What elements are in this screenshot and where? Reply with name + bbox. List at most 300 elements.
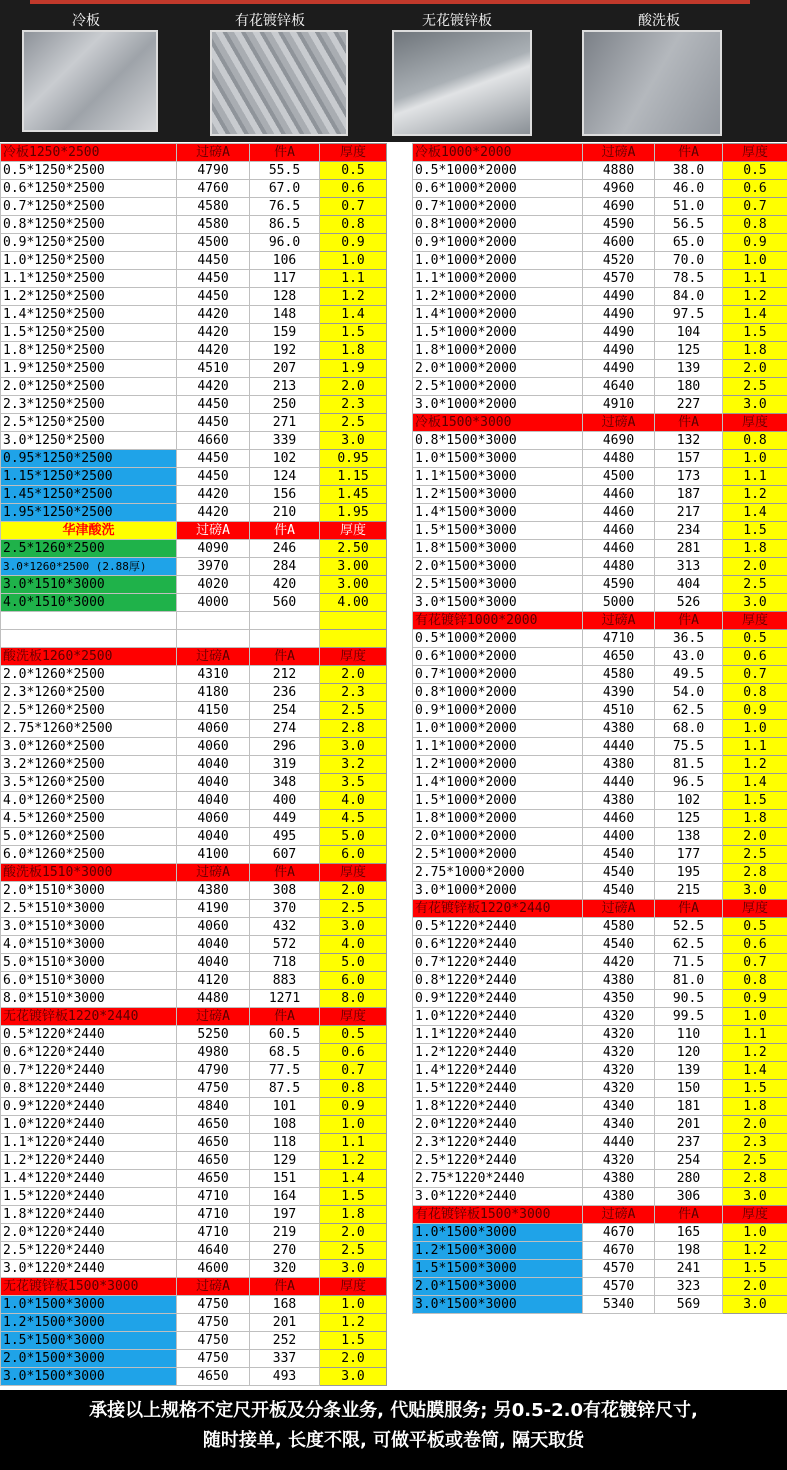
- table-row: [1, 882, 387, 900]
- thickness-cell: 1.4: [723, 774, 787, 792]
- weight-cell: 4320: [583, 1080, 655, 1098]
- piece-cell: 168: [250, 1296, 320, 1314]
- weight-cell: 4580: [177, 198, 250, 216]
- thickness-cell: 1.2: [723, 1242, 787, 1260]
- weight-cell: 4540: [583, 936, 655, 954]
- thickness-cell: 2.0: [320, 666, 387, 684]
- thickness-cell: 1.1: [723, 1026, 787, 1044]
- table-row: [1, 1314, 387, 1332]
- weight-cell: 4350: [583, 990, 655, 1008]
- weight-cell: 4590: [583, 216, 655, 234]
- table-row: [413, 630, 787, 648]
- spec-cell: 1.5*1500*3000: [1, 1332, 177, 1350]
- spec-cell: 0.6*1220*2440: [1, 1044, 177, 1062]
- thickness-cell: 1.2: [320, 288, 387, 306]
- weight-cell: 4520: [583, 252, 655, 270]
- weight-cell: 4600: [583, 234, 655, 252]
- thickness-cell: 0.6: [723, 180, 787, 198]
- weight-cell: 4540: [583, 864, 655, 882]
- piece-cell: 件A: [250, 1278, 320, 1296]
- piece-cell: 90.5: [655, 990, 723, 1008]
- spec-cell: 3.5*1260*2500: [1, 774, 177, 792]
- spec-cell: 1.0*1000*2000: [413, 720, 583, 738]
- piece-cell: 60.5: [250, 1026, 320, 1044]
- spec-cell: 1.95*1250*2500: [1, 504, 177, 522]
- weight-cell: 4460: [583, 486, 655, 504]
- piece-cell: 129: [250, 1152, 320, 1170]
- spec-cell: 1.8*1250*2500: [1, 342, 177, 360]
- piece-cell: 52.5: [655, 918, 723, 936]
- spec-cell: 6.0*1510*3000: [1, 972, 177, 990]
- spec-cell: 1.0*1250*2500: [1, 252, 177, 270]
- thickness-cell: 1.4: [723, 306, 787, 324]
- weight-cell: 4710: [177, 1224, 250, 1242]
- table-row: [413, 288, 787, 306]
- spec-cell: 2.0*1500*3000: [1, 1350, 177, 1368]
- thickness-cell: 2.0: [723, 360, 787, 378]
- weight-cell: 4750: [177, 1332, 250, 1350]
- table-row: [413, 702, 787, 720]
- table-row: [413, 918, 787, 936]
- spec-cell: 1.2*1250*2500: [1, 288, 177, 306]
- spec-cell: 1.2*1000*2000: [413, 288, 583, 306]
- thickness-cell: 1.8: [723, 540, 787, 558]
- spec-cell: 2.5*1260*2500: [1, 702, 177, 720]
- table-row: [1, 1242, 387, 1260]
- table-row: [413, 1134, 787, 1152]
- table-row: [413, 1224, 787, 1242]
- table-row: [413, 1098, 787, 1116]
- thickness-cell: 厚度: [723, 414, 787, 432]
- table-row: [1, 540, 387, 558]
- weight-cell: 4340: [583, 1098, 655, 1116]
- table-row: [1, 594, 387, 612]
- thickness-cell: 0.7: [320, 198, 387, 216]
- piece-cell: 87.5: [250, 1080, 320, 1098]
- spec-cell: 冷板1500*3000: [413, 414, 583, 432]
- thickness-cell: 1.2: [320, 1314, 387, 1332]
- table-row: [413, 216, 787, 234]
- spec-cell: 冷板1250*2500: [1, 144, 177, 162]
- weight-cell: 4420: [583, 954, 655, 972]
- thickness-cell: 1.5: [320, 324, 387, 342]
- spec-cell: 1.1*1000*2000: [413, 270, 583, 288]
- piece-cell: 96.5: [655, 774, 723, 792]
- spec-cell: 5.0*1260*2500: [1, 828, 177, 846]
- spec-cell: 0.9*1220*2440: [1, 1098, 177, 1116]
- table-row: [1, 252, 387, 270]
- spec-cell: 0.7*1000*2000: [413, 666, 583, 684]
- piece-cell: 125: [655, 810, 723, 828]
- spec-cell: 0.6*1220*2440: [413, 936, 583, 954]
- weight-cell: 4480: [583, 450, 655, 468]
- piece-cell: 234: [655, 522, 723, 540]
- piece-cell: 246: [250, 540, 320, 558]
- piece-cell: 件A: [250, 648, 320, 666]
- spec-cell: 0.9*1000*2000: [413, 234, 583, 252]
- spec-cell: 2.5*1000*2000: [413, 378, 583, 396]
- spec-cell: 1.0*1220*2440: [413, 1008, 583, 1026]
- thickness-cell: 3.0: [723, 594, 787, 612]
- weight-cell: 4320: [583, 1062, 655, 1080]
- table-row: [413, 936, 787, 954]
- weight-cell: 4450: [177, 288, 250, 306]
- weight-cell: 4320: [583, 1008, 655, 1026]
- piece-cell: 148: [250, 306, 320, 324]
- piece-cell: 56.5: [655, 216, 723, 234]
- photo-caption: 无花镀锌板: [422, 13, 492, 29]
- weight-cell: 4460: [583, 504, 655, 522]
- thickness-cell: 1.45: [320, 486, 387, 504]
- thickness-cell: 1.8: [320, 1206, 387, 1224]
- table-row: [413, 1278, 787, 1296]
- table-row: [413, 648, 787, 666]
- thickness-cell: 4.5: [320, 810, 387, 828]
- weight-cell: 4880: [583, 162, 655, 180]
- spec-cell: 有花镀锌1000*2000: [413, 612, 583, 630]
- thickness-cell: 2.5: [320, 900, 387, 918]
- piece-cell: 件A: [655, 414, 723, 432]
- thickness-cell: 3.0: [723, 882, 787, 900]
- weight-cell: 4040: [177, 936, 250, 954]
- piece-cell: 227: [655, 396, 723, 414]
- spec-cell: 1.1*1250*2500: [1, 270, 177, 288]
- piece-cell: 132: [655, 432, 723, 450]
- piece-cell: 296: [250, 738, 320, 756]
- thickness-cell: 3.0: [723, 1296, 787, 1314]
- weight-cell: 4480: [177, 990, 250, 1008]
- table-row: [1, 1098, 387, 1116]
- piece-cell: 271: [250, 414, 320, 432]
- table-row: [1, 396, 387, 414]
- weight-cell: 4380: [583, 1188, 655, 1206]
- weight-cell: 4190: [177, 900, 250, 918]
- weight-cell: 4090: [177, 540, 250, 558]
- spec-cell: [1, 630, 177, 648]
- weight-cell: [177, 612, 250, 630]
- piece-cell: 70.0: [655, 252, 723, 270]
- section-header-row: [1, 864, 387, 882]
- spec-cell: 2.3*1220*2440: [413, 1134, 583, 1152]
- table-row: [1, 810, 387, 828]
- thickness-cell: 1.5: [723, 1080, 787, 1098]
- spec-cell: 1.4*1220*2440: [1, 1170, 177, 1188]
- weight-cell: 4380: [177, 882, 250, 900]
- weight-cell: 过磅A: [583, 144, 655, 162]
- weight-cell: 4020: [177, 576, 250, 594]
- spec-cell: 华津酸洗: [1, 522, 177, 540]
- piece-cell: 71.5: [655, 954, 723, 972]
- piece-cell: 420: [250, 576, 320, 594]
- weight-cell: 4340: [583, 1116, 655, 1134]
- weight-cell: 4450: [177, 414, 250, 432]
- spec-cell: 4.0*1260*2500: [1, 792, 177, 810]
- piece-cell: 195: [655, 864, 723, 882]
- thickness-cell: 0.8: [723, 972, 787, 990]
- spec-cell: 3.2*1260*2500: [1, 756, 177, 774]
- thickness-cell: 1.2: [723, 756, 787, 774]
- spec-cell: 有花镀锌板1220*2440: [413, 900, 583, 918]
- table-row: [1, 1260, 387, 1278]
- weight-cell: 4440: [583, 774, 655, 792]
- spec-cell: 1.2*1500*3000: [1, 1314, 177, 1332]
- thickness-cell: 0.8: [723, 216, 787, 234]
- piece-cell: 323: [655, 1278, 723, 1296]
- thickness-cell: 1.1: [723, 270, 787, 288]
- photo-caption: 酸洗板: [638, 13, 680, 29]
- weight-cell: 4650: [583, 648, 655, 666]
- footer-banner: [0, 1390, 787, 1470]
- spec-cell: 0.6*1250*2500: [1, 180, 177, 198]
- spec-cell: 0.6*1000*2000: [413, 648, 583, 666]
- spec-cell: 3.0*1260*2500 (2.88厚): [1, 558, 177, 576]
- spec-cell: 3.0*1510*3000: [1, 918, 177, 936]
- piece-cell: 75.5: [655, 738, 723, 756]
- piece-cell: 348: [250, 774, 320, 792]
- table-row: [1, 630, 387, 648]
- weight-cell: 4000: [177, 594, 250, 612]
- piece-cell: 493: [250, 1368, 320, 1386]
- thickness-cell: 1.8: [320, 342, 387, 360]
- spec-cell: 1.5*1220*2440: [413, 1080, 583, 1098]
- spec-cell: 0.5*1220*2440: [1, 1026, 177, 1044]
- table-row: [413, 270, 787, 288]
- thickness-cell: 3.0: [723, 396, 787, 414]
- thickness-cell: 1.2: [723, 288, 787, 306]
- spec-cell: 2.5*1500*3000: [413, 576, 583, 594]
- table-row: [1, 666, 387, 684]
- thickness-cell: 厚度: [320, 1278, 387, 1296]
- piece-cell: 237: [655, 1134, 723, 1152]
- weight-cell: 4420: [177, 306, 250, 324]
- piece-cell: 62.5: [655, 702, 723, 720]
- left-table-body: [1, 144, 387, 1386]
- table-row: [1, 954, 387, 972]
- spec-cell: 0.7*1250*2500: [1, 198, 177, 216]
- weight-cell: 4490: [583, 324, 655, 342]
- piece-cell: 270: [250, 1242, 320, 1260]
- piece-cell: 219: [250, 1224, 320, 1242]
- table-row: [413, 450, 787, 468]
- spec-cell: 2.5*1510*3000: [1, 900, 177, 918]
- weight-cell: 4760: [177, 180, 250, 198]
- thickness-cell: 1.15: [320, 468, 387, 486]
- right-price-table: [412, 143, 787, 1314]
- spec-cell: [1, 612, 177, 630]
- table-row: [1, 1368, 387, 1386]
- thickness-cell: 0.9: [723, 702, 787, 720]
- spec-cell: 0.5*1000*2000: [413, 630, 583, 648]
- piece-cell: 306: [655, 1188, 723, 1206]
- piece-cell: 215: [655, 882, 723, 900]
- weight-cell: 4440: [583, 738, 655, 756]
- spec-cell: 3.0*1510*3000: [1, 576, 177, 594]
- thickness-cell: 2.5: [320, 1242, 387, 1260]
- piece-cell: 159: [250, 324, 320, 342]
- weight-cell: 4420: [177, 324, 250, 342]
- piece-cell: 102: [655, 792, 723, 810]
- spec-cell: 1.5*1000*2000: [413, 792, 583, 810]
- weight-cell: 4710: [583, 630, 655, 648]
- weight-cell: 4570: [583, 1278, 655, 1296]
- piece-cell: 120: [655, 1044, 723, 1062]
- weight-cell: 过磅A: [177, 864, 250, 882]
- thickness-cell: 3.00: [320, 576, 387, 594]
- weight-cell: 过磅A: [583, 900, 655, 918]
- spec-cell: 1.8*1500*3000: [413, 540, 583, 558]
- table-row: [1, 612, 387, 630]
- weight-cell: 4040: [177, 954, 250, 972]
- table-row: [413, 522, 787, 540]
- table-row: [413, 378, 787, 396]
- piece-cell: 78.5: [655, 270, 723, 288]
- weight-cell: 过磅A: [583, 1206, 655, 1224]
- weight-cell: 4040: [177, 774, 250, 792]
- table-row: [413, 954, 787, 972]
- piece-cell: 883: [250, 972, 320, 990]
- table-row: [1, 738, 387, 756]
- weight-cell: 过磅A: [177, 648, 250, 666]
- thickness-cell: 2.3: [723, 1134, 787, 1152]
- table-row: [1, 504, 387, 522]
- thickness-cell: 2.50: [320, 540, 387, 558]
- spec-cell: 2.0*1510*3000: [1, 882, 177, 900]
- table-row: [413, 1170, 787, 1188]
- table-row: [1, 1134, 387, 1152]
- weight-cell: 4790: [177, 1062, 250, 1080]
- thickness-cell: 2.0: [320, 378, 387, 396]
- weight-cell: 4790: [177, 162, 250, 180]
- spec-cell: 2.0*1000*2000: [413, 828, 583, 846]
- spec-cell: 1.2*1000*2000: [413, 756, 583, 774]
- piece-cell: 46.0: [655, 180, 723, 198]
- weight-cell: 4450: [177, 450, 250, 468]
- thickness-cell: 1.1: [723, 468, 787, 486]
- table-row: [413, 324, 787, 342]
- table-row: [1, 288, 387, 306]
- left-price-table: [0, 143, 387, 1386]
- thickness-cell: 1.0: [723, 720, 787, 738]
- weight-cell: 4510: [583, 702, 655, 720]
- thickness-cell: 2.3: [320, 684, 387, 702]
- piece-cell: 76.5: [250, 198, 320, 216]
- spec-cell: 1.2*1220*2440: [1, 1152, 177, 1170]
- spec-cell: 3.0*1260*2500: [1, 738, 177, 756]
- piece-cell: 96.0: [250, 234, 320, 252]
- piece-cell: 236: [250, 684, 320, 702]
- spec-cell: 1.1*1000*2000: [413, 738, 583, 756]
- table-row: [1, 306, 387, 324]
- weight-cell: 4570: [583, 1260, 655, 1278]
- thickness-cell: 0.8: [320, 1080, 387, 1098]
- piece-cell: 198: [655, 1242, 723, 1260]
- table-row: [1, 270, 387, 288]
- table-row: [1, 684, 387, 702]
- section-header-row: [1, 522, 387, 540]
- weight-cell: 4040: [177, 828, 250, 846]
- table-row: [1, 936, 387, 954]
- weight-cell: 4500: [583, 468, 655, 486]
- thickness-cell: 2.5: [723, 576, 787, 594]
- spec-cell: 0.8*1250*2500: [1, 216, 177, 234]
- table-row: [413, 1080, 787, 1098]
- weight-cell: 4490: [583, 342, 655, 360]
- weight-cell: 4060: [177, 810, 250, 828]
- thickness-cell: 2.0: [723, 1116, 787, 1134]
- thickness-cell: 2.5: [723, 378, 787, 396]
- piece-cell: 件A: [655, 900, 723, 918]
- section-header-row: [413, 414, 787, 432]
- weight-cell: 过磅A: [177, 1008, 250, 1026]
- spec-cell: 1.4*1250*2500: [1, 306, 177, 324]
- spec-cell: 酸洗板1260*2500: [1, 648, 177, 666]
- table-row: [1, 720, 387, 738]
- weight-cell: 4650: [177, 1152, 250, 1170]
- spec-cell: 1.1*1220*2440: [1, 1134, 177, 1152]
- weight-cell: 4580: [177, 216, 250, 234]
- piece-cell: 150: [655, 1080, 723, 1098]
- thickness-cell: [320, 630, 387, 648]
- table-row: [1, 360, 387, 378]
- spec-cell: 2.0*1000*2000: [413, 360, 583, 378]
- table-row: [1, 900, 387, 918]
- spec-cell: 0.7*1220*2440: [1, 1062, 177, 1080]
- piece-cell: 68.0: [655, 720, 723, 738]
- spec-cell: 0.8*1220*2440: [1, 1080, 177, 1098]
- thickness-cell: 3.0: [320, 738, 387, 756]
- table-row: [413, 1044, 787, 1062]
- piece-cell: 319: [250, 756, 320, 774]
- thickness-cell: 0.5: [723, 162, 787, 180]
- spec-cell: 冷板1000*2000: [413, 144, 583, 162]
- piece-cell: 572: [250, 936, 320, 954]
- table-row: [1, 432, 387, 450]
- spec-cell: 2.0*1250*2500: [1, 378, 177, 396]
- spec-cell: 1.0*1500*3000: [413, 1224, 583, 1242]
- weight-cell: 4400: [583, 828, 655, 846]
- table-row: [1, 558, 387, 576]
- piece-cell: 55.5: [250, 162, 320, 180]
- piece-cell: 449: [250, 810, 320, 828]
- thickness-cell: 1.8: [723, 342, 787, 360]
- piece-cell: 件A: [655, 1206, 723, 1224]
- weight-cell: 4580: [583, 666, 655, 684]
- piece-cell: 313: [655, 558, 723, 576]
- table-row: [1, 1296, 387, 1314]
- weight-cell: 4380: [583, 972, 655, 990]
- piece-cell: 106: [250, 252, 320, 270]
- spec-cell: 2.3*1250*2500: [1, 396, 177, 414]
- thickness-cell: 0.9: [723, 234, 787, 252]
- piece-cell: [250, 612, 320, 630]
- weight-cell: 3970: [177, 558, 250, 576]
- table-row: [1, 918, 387, 936]
- weight-cell: 5250: [177, 1026, 250, 1044]
- table-row: [413, 558, 787, 576]
- piece-cell: 77.5: [250, 1062, 320, 1080]
- thickness-cell: 1.2: [723, 1044, 787, 1062]
- piece-cell: 607: [250, 846, 320, 864]
- piece-cell: 165: [655, 1224, 723, 1242]
- spec-cell: 3.0*1000*2000: [413, 396, 583, 414]
- thickness-cell: 4.0: [320, 936, 387, 954]
- thickness-cell: 1.5: [723, 324, 787, 342]
- piece-cell: 117: [250, 270, 320, 288]
- spec-cell: 1.0*1220*2440: [1, 1116, 177, 1134]
- photo-header: [0, 0, 787, 142]
- thickness-cell: 0.5: [320, 162, 387, 180]
- piece-cell: 207: [250, 360, 320, 378]
